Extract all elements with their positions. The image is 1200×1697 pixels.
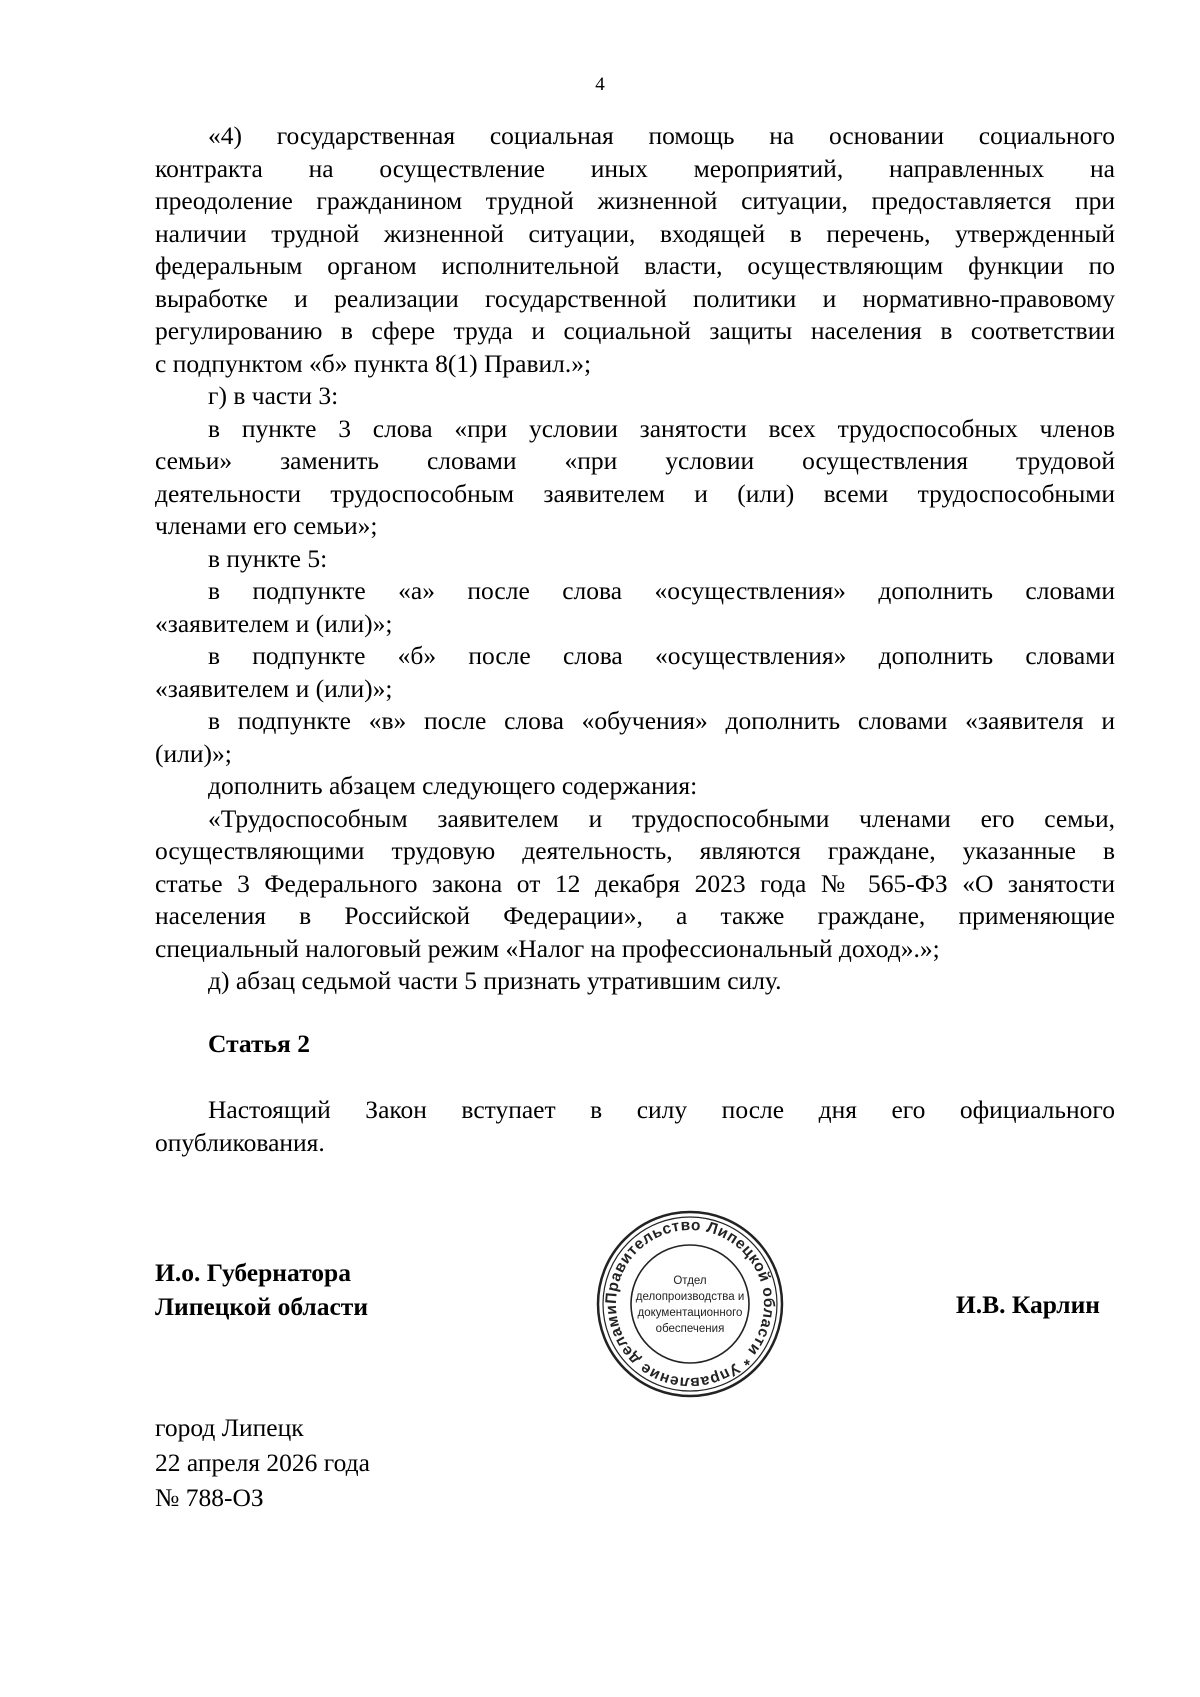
paragraph-line: д) абзац седьмой части 5 признать утратившим силу. xyxy=(208,966,782,995)
paragraph-line: «заявителем и (или)»; xyxy=(155,608,393,638)
stamp-center-line: Отдел xyxy=(673,1275,707,1287)
stamp-seal-icon xyxy=(594,1208,786,1400)
paragraph-line: деятельности трудоспособным заявителем и (или) всеми трудоспособными xyxy=(155,478,1115,508)
stamp-ring-text: Правительство Липецкой области * Управление делами xyxy=(602,1216,778,1392)
official-stamp xyxy=(594,1208,786,1400)
paragraph-line: «заявителем и (или)»; xyxy=(155,673,393,703)
paragraph-line: контракта на осуществление иных мероприятий, направленных на xyxy=(155,153,1115,183)
paragraph-line: (или)»; xyxy=(155,738,232,768)
paragraph-line: «Трудоспособным заявителем и трудоспособными членами его семьи, xyxy=(208,803,1115,833)
paragraph-line: федеральным органом исполнительной власти, осуществляющим функции по xyxy=(155,251,1115,280)
document-footer xyxy=(155,1410,370,1515)
footer-city: город Липецк xyxy=(155,1413,304,1442)
page-number: 4 xyxy=(595,74,605,95)
paragraph-line: дополнить абзацем следующего содержания: xyxy=(208,771,698,800)
paragraph-line: регулированию в сфере труда и социальной защиты населения в соответствии xyxy=(155,316,1115,345)
article-line: Настоящий Закон вступает в силу после дня его официального xyxy=(208,1095,1115,1124)
paragraph-line: населения в Российской Федерации», а также граждане, применяющие xyxy=(155,901,1115,930)
footer-number: № 788-ОЗ xyxy=(155,1483,264,1512)
stamp-center-line: обеспечения xyxy=(655,1323,725,1335)
signatory-position xyxy=(155,1256,368,1324)
signatory-position-line: Липецкой области xyxy=(155,1292,369,1321)
paragraph-line: в подпункте «б» после слова «осуществления» дополнить словами xyxy=(208,641,1115,670)
paragraph-line: специальный налоговый режим «Налог на профессиональный доход».»; xyxy=(155,933,940,963)
law-amendment-text xyxy=(155,120,1115,998)
signatory-position-line: И.о. Губернатора xyxy=(155,1258,351,1287)
paragraph-line: «4) государственная социальная помощь на основании социального xyxy=(208,121,1115,150)
signatory-name: И.В. Карлин xyxy=(955,1290,1100,1319)
paragraph-line: в пункте 5: xyxy=(208,543,328,573)
paragraph-line: семьи» заменить словами «при условии осуществления трудовой xyxy=(155,446,1115,475)
paragraph-line: статье 3 Федерального закона от 12 декабря 2023 года № 565-ФЗ «О занятости xyxy=(155,868,1115,898)
stamp-center-line: делопроизводства и xyxy=(635,1291,745,1303)
paragraph-line: наличии трудной жизненной ситуации, входящей в перечень, утвержденный xyxy=(155,218,1115,248)
footer-date: 22 апреля 2026 года xyxy=(155,1448,370,1477)
paragraph-line: преодоление гражданином трудной жизненной ситуации, предоставляется при xyxy=(155,186,1115,215)
article-heading: Статья 2 xyxy=(208,1029,310,1058)
article-body xyxy=(155,1094,1115,1159)
article-line: опубликования. xyxy=(155,1127,325,1157)
paragraph-line: осуществляющими трудовую деятельность, являются граждане, указанные в xyxy=(155,836,1115,865)
paragraph-line: в пункте 3 слова «при условии занятости всех трудоспособных членов xyxy=(208,413,1115,443)
paragraph-line: с подпунктом «б» пункта 8(1) Правил.»; xyxy=(155,348,592,378)
paragraph-line: членами его семьи»; xyxy=(155,511,378,540)
paragraph-line: в подпункте «в» после слова «обучения» дополнить словами «заявителя и xyxy=(208,706,1115,735)
paragraph-line: выработке и реализации государственной политики и нормативно-правовому xyxy=(155,283,1115,313)
paragraph-line: г) в части 3: xyxy=(208,381,339,410)
stamp-center-line: документационного xyxy=(637,1307,743,1319)
paragraph-line: в подпункте «а» после слова «осуществления» дополнить словами xyxy=(208,576,1115,605)
